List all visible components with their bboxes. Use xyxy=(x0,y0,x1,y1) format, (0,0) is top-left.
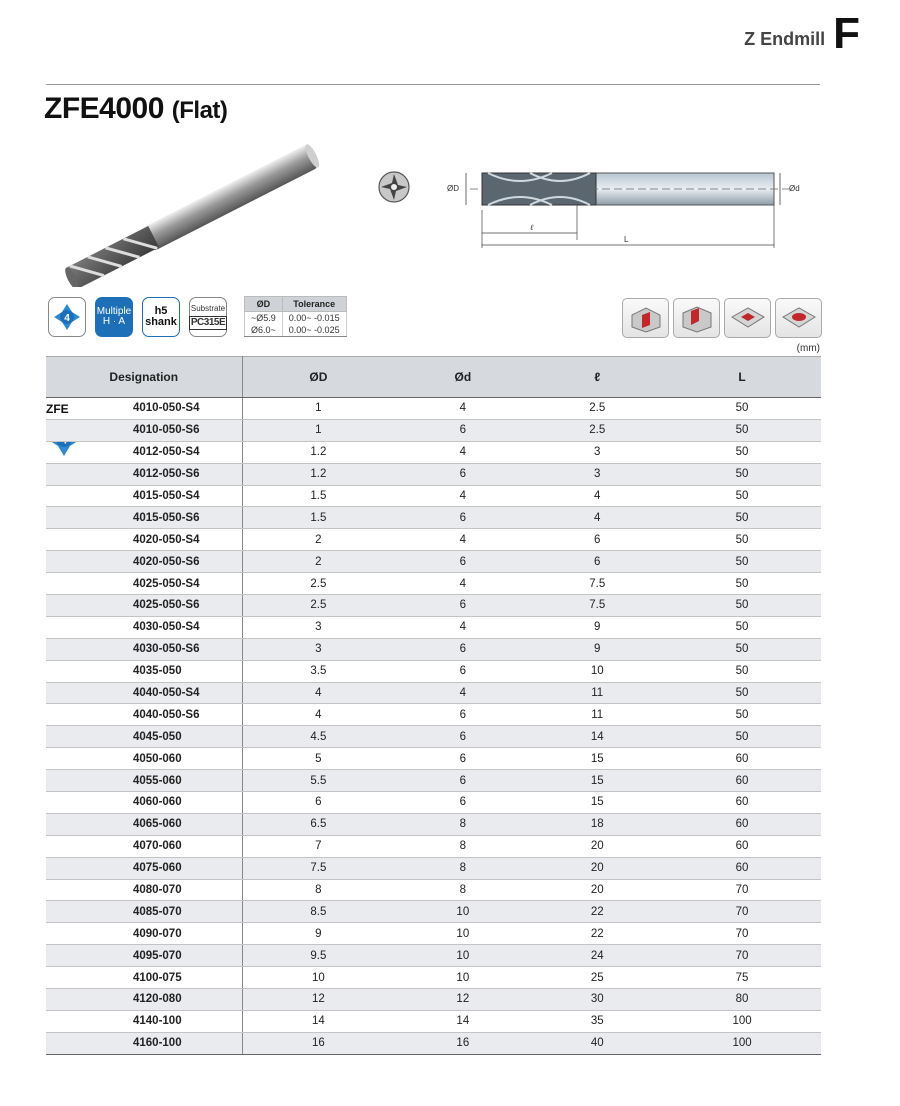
value-cell: 16 xyxy=(394,1032,531,1054)
designation-cell: 4030-050-S6 xyxy=(46,638,242,660)
table-row xyxy=(46,551,821,573)
value-cell: 1.2 xyxy=(242,463,394,485)
multiple-label: Multiple xyxy=(96,306,132,317)
designation-cell: 4035-050 xyxy=(46,660,242,682)
value-cell: 2 xyxy=(242,529,394,551)
feature-badges xyxy=(48,297,227,337)
value-cell: 4 xyxy=(394,616,531,638)
value-cell: 1 xyxy=(242,398,394,420)
value-cell: 4 xyxy=(394,573,531,595)
value-cell: 60 xyxy=(663,857,821,879)
value-cell: 7.5 xyxy=(242,857,394,879)
designation-cell: 4160-100 xyxy=(46,1032,242,1054)
designation-cell: 4140-100 xyxy=(46,1010,242,1032)
designation-cell: 4090-070 xyxy=(46,923,242,945)
value-cell: 30 xyxy=(531,989,663,1011)
value-cell: 20 xyxy=(531,879,663,901)
spec-table xyxy=(46,356,821,1055)
value-cell: 8 xyxy=(394,835,531,857)
value-cell: 6 xyxy=(394,660,531,682)
svg-text:4: 4 xyxy=(64,313,70,324)
designation-cell: 4030-050-S4 xyxy=(46,616,242,638)
value-cell: 20 xyxy=(531,835,663,857)
table-row xyxy=(46,726,821,748)
table-row xyxy=(46,879,821,901)
value-cell: 5.5 xyxy=(242,770,394,792)
value-cell: 50 xyxy=(663,682,821,704)
label-l: ℓ xyxy=(530,223,534,232)
header-l: ℓ xyxy=(531,357,663,398)
value-cell: 60 xyxy=(663,835,821,857)
value-cell: 24 xyxy=(531,945,663,967)
table-row xyxy=(46,813,821,835)
designation-cell: 4040-050-S4 xyxy=(46,682,242,704)
value-cell: 5 xyxy=(242,748,394,770)
multiple-ha-badge xyxy=(95,297,133,337)
value-cell: 6 xyxy=(394,770,531,792)
tol-row: Ø6.0~ 0.00~ -0.025 xyxy=(245,324,347,337)
value-cell: 60 xyxy=(663,770,821,792)
table-row xyxy=(46,682,821,704)
value-cell: 6 xyxy=(394,748,531,770)
designation-cell: 4100-075 xyxy=(46,967,242,989)
pocketing-icon xyxy=(724,298,771,338)
value-cell: 10 xyxy=(531,660,663,682)
value-cell: 7.5 xyxy=(531,595,663,617)
tol-header-d: ØD xyxy=(245,297,283,312)
value-cell: 6 xyxy=(531,529,663,551)
flute-count-badge xyxy=(48,297,86,337)
value-cell: 1.2 xyxy=(242,441,394,463)
table-row xyxy=(46,595,821,617)
value-cell: 12 xyxy=(394,989,531,1011)
value-cell: 9 xyxy=(242,923,394,945)
value-cell: 50 xyxy=(663,398,821,420)
value-cell: 2.5 xyxy=(531,398,663,420)
substrate-badge xyxy=(189,297,227,337)
value-cell: 9 xyxy=(531,638,663,660)
table-row xyxy=(46,529,821,551)
value-cell: 70 xyxy=(663,945,821,967)
table-row xyxy=(46,835,821,857)
value-cell: 2 xyxy=(242,551,394,573)
table-row xyxy=(46,485,821,507)
value-cell: 15 xyxy=(531,792,663,814)
value-cell: 7 xyxy=(242,835,394,857)
value-cell: 14 xyxy=(242,1010,394,1032)
value-cell: 50 xyxy=(663,463,821,485)
header-D: ØD xyxy=(242,357,394,398)
value-cell: 50 xyxy=(663,660,821,682)
substrate-label: Substrate xyxy=(190,304,226,313)
value-cell: 4.5 xyxy=(242,726,394,748)
value-cell: 18 xyxy=(531,813,663,835)
endmill-photo xyxy=(46,142,346,287)
designation-cell: 4085-070 xyxy=(46,901,242,923)
value-cell: 14 xyxy=(394,1010,531,1032)
table-row xyxy=(46,989,821,1011)
value-cell: 6 xyxy=(394,551,531,573)
value-cell: 50 xyxy=(663,441,821,463)
value-cell: 6.5 xyxy=(242,813,394,835)
table-row xyxy=(46,463,821,485)
value-cell: 2.5 xyxy=(242,595,394,617)
value-cell: 60 xyxy=(663,748,821,770)
table-row xyxy=(46,704,821,726)
value-cell: 50 xyxy=(663,507,821,529)
value-cell: 4 xyxy=(394,682,531,704)
shank-label: shank xyxy=(145,316,177,328)
value-cell: 50 xyxy=(663,704,821,726)
value-cell: 1.5 xyxy=(242,485,394,507)
value-cell: 4 xyxy=(394,441,531,463)
value-cell: 50 xyxy=(663,529,821,551)
table-row xyxy=(46,923,821,945)
tolerance-table xyxy=(244,296,347,337)
designation-cell: 4070-060 xyxy=(46,835,242,857)
value-cell: 6 xyxy=(242,792,394,814)
value-cell: 70 xyxy=(663,879,821,901)
value-cell: 8.5 xyxy=(242,901,394,923)
value-cell: 20 xyxy=(531,857,663,879)
value-cell: 11 xyxy=(531,682,663,704)
value-cell: 4 xyxy=(242,704,394,726)
side-milling-icon xyxy=(622,298,669,338)
designation-cell: 4010-050-S6 xyxy=(46,419,242,441)
value-cell: 1.5 xyxy=(242,507,394,529)
designation-cell: 4065-060 xyxy=(46,813,242,835)
slotting-icon xyxy=(673,298,720,338)
value-cell: 70 xyxy=(663,901,821,923)
value-cell: 22 xyxy=(531,901,663,923)
value-cell: 8 xyxy=(242,879,394,901)
value-cell: 100 xyxy=(663,1032,821,1054)
dimension-drawing xyxy=(440,160,820,250)
designation-cell: 4075-060 xyxy=(46,857,242,879)
label-D: ØD xyxy=(447,184,459,193)
value-cell: 9 xyxy=(531,616,663,638)
value-cell: 80 xyxy=(663,989,821,1011)
value-cell: 6 xyxy=(394,704,531,726)
label-L: L xyxy=(624,235,629,244)
section-name: Z Endmill xyxy=(744,29,826,49)
designation-cell: 4025-050-S4 xyxy=(46,573,242,595)
table-row xyxy=(46,441,821,463)
value-cell: 16 xyxy=(242,1032,394,1054)
value-cell: 70 xyxy=(663,923,821,945)
value-cell: 50 xyxy=(663,616,821,638)
value-cell: 6 xyxy=(531,551,663,573)
value-cell: 4 xyxy=(394,529,531,551)
designation-cell: 4060-060 xyxy=(46,792,242,814)
designation-cell: 4015-050-S6 xyxy=(46,507,242,529)
value-cell: 10 xyxy=(242,967,394,989)
designation-cell: 4050-060 xyxy=(46,748,242,770)
product-type: (Flat) xyxy=(171,97,228,124)
series-label: ZFE xyxy=(46,402,69,416)
value-cell: 7.5 xyxy=(531,573,663,595)
value-cell: 50 xyxy=(663,573,821,595)
value-cell: 10 xyxy=(394,901,531,923)
operation-icons xyxy=(622,298,822,338)
value-cell: 35 xyxy=(531,1010,663,1032)
value-cell: 100 xyxy=(663,1010,821,1032)
table-row xyxy=(46,857,821,879)
value-cell: 10 xyxy=(394,967,531,989)
unit-label: (mm) xyxy=(796,343,820,354)
designation-cell: 4055-060 xyxy=(46,770,242,792)
h5-shank-badge xyxy=(142,297,180,337)
header-divider xyxy=(46,84,820,85)
designation-cell: 4080-070 xyxy=(46,879,242,901)
value-cell: 75 xyxy=(663,967,821,989)
value-cell: 1 xyxy=(242,419,394,441)
value-cell: 12 xyxy=(242,989,394,1011)
value-cell: 4 xyxy=(242,682,394,704)
designation-cell: 4010-050-S4 xyxy=(46,398,242,420)
table-row xyxy=(46,901,821,923)
header-designation: Designation xyxy=(46,357,242,398)
table-row xyxy=(46,770,821,792)
table-row xyxy=(46,616,821,638)
value-cell: 50 xyxy=(663,638,821,660)
header-L: L xyxy=(663,357,821,398)
table-row xyxy=(46,945,821,967)
value-cell: 3.5 xyxy=(242,660,394,682)
product-name: ZFE4000 xyxy=(44,92,164,125)
value-cell: 50 xyxy=(663,551,821,573)
value-cell: 4 xyxy=(394,398,531,420)
value-cell: 60 xyxy=(663,792,821,814)
value-cell: 8 xyxy=(394,813,531,835)
value-cell: 3 xyxy=(242,638,394,660)
table-row xyxy=(46,792,821,814)
value-cell: 3 xyxy=(531,441,663,463)
four-flute-icon xyxy=(52,302,82,332)
value-cell: 15 xyxy=(531,770,663,792)
value-cell: 14 xyxy=(531,726,663,748)
value-cell: 2.5 xyxy=(242,573,394,595)
end-view-icon xyxy=(377,170,411,204)
value-cell: 10 xyxy=(394,923,531,945)
table-row xyxy=(46,573,821,595)
designation-cell: 4095-070 xyxy=(46,945,242,967)
value-cell: 3 xyxy=(531,463,663,485)
table-row xyxy=(46,507,821,529)
value-cell: 50 xyxy=(663,595,821,617)
plunging-icon xyxy=(775,298,822,338)
value-cell: 6 xyxy=(394,507,531,529)
value-cell: 6 xyxy=(394,792,531,814)
value-cell: 2.5 xyxy=(531,419,663,441)
designation-cell: 4020-050-S6 xyxy=(46,551,242,573)
value-cell: 10 xyxy=(394,945,531,967)
value-cell: 22 xyxy=(531,923,663,945)
value-cell: 6 xyxy=(394,726,531,748)
table-row xyxy=(46,1010,821,1032)
table-row xyxy=(46,967,821,989)
value-cell: 11 xyxy=(531,704,663,726)
section-tag xyxy=(744,9,860,58)
value-cell: 8 xyxy=(394,857,531,879)
value-cell: 6 xyxy=(394,638,531,660)
value-cell: 50 xyxy=(663,419,821,441)
value-cell: 4 xyxy=(531,485,663,507)
ha-label: H · A xyxy=(102,316,126,327)
value-cell: 9.5 xyxy=(242,945,394,967)
designation-cell: 4040-050-S6 xyxy=(46,704,242,726)
designation-cell: 4012-050-S4 xyxy=(46,441,242,463)
designation-cell: 4012-050-S6 xyxy=(46,463,242,485)
designation-cell: 4015-050-S4 xyxy=(46,485,242,507)
value-cell: 3 xyxy=(242,616,394,638)
designation-cell: 4020-050-S4 xyxy=(46,529,242,551)
table-row xyxy=(46,1032,821,1054)
value-cell: 50 xyxy=(663,485,821,507)
table-row xyxy=(46,660,821,682)
value-cell: 25 xyxy=(531,967,663,989)
designation-cell: 4045-050 xyxy=(46,726,242,748)
table-row xyxy=(46,638,821,660)
designation-cell: 4025-050-S6 xyxy=(46,595,242,617)
label-d: Ød xyxy=(789,184,800,193)
value-cell: 4 xyxy=(394,485,531,507)
value-cell: 6 xyxy=(394,419,531,441)
designation-cell: 4120-080 xyxy=(46,989,242,1011)
value-cell: 6 xyxy=(394,463,531,485)
h5-label: h5 xyxy=(154,305,168,317)
tol-row: ~Ø5.9 0.00~ -0.015 xyxy=(245,312,347,325)
section-letter: F xyxy=(833,9,860,58)
tol-header-tolerance: Tolerance xyxy=(282,297,346,312)
table-row xyxy=(46,398,821,420)
value-cell: 4 xyxy=(531,507,663,529)
value-cell: 8 xyxy=(394,879,531,901)
value-cell: 15 xyxy=(531,748,663,770)
value-cell: 40 xyxy=(531,1032,663,1054)
value-cell: 6 xyxy=(394,595,531,617)
value-cell: 60 xyxy=(663,813,821,835)
table-row xyxy=(46,419,821,441)
page-title xyxy=(44,92,227,126)
value-cell: 50 xyxy=(663,726,821,748)
table-row xyxy=(46,748,821,770)
substrate-code: PC315E xyxy=(190,317,226,328)
header-d: Ød xyxy=(394,357,531,398)
